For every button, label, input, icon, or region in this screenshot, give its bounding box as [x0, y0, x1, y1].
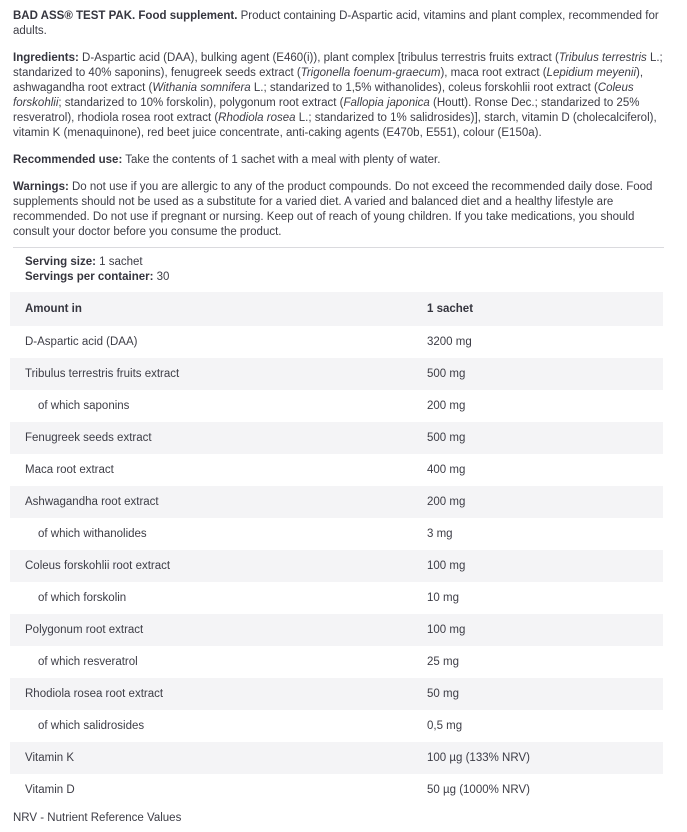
table-row — [10, 454, 663, 486]
warnings-paragraph: Warnings: Do not use if you are allergic to any of the product compounds. Do not exceed the recommended daily dose. Food supplements should not be used as a substitute for a varied diet. A varied and balanced diet and a healthy lifestyle are recommended. Do not use if pregnant or nursing. Keep out of reach of young children. If you take medications, you should consult your doctor before you consume the product. — [13, 181, 653, 238]
product-headline: BAD ASS® TEST PAK. Food supplement. Product containing D-Aspartic acid, vitamins and plant complex, recommended for adults. — [13, 10, 659, 37]
table-header-amount: Amount in — [25, 302, 82, 315]
row-label: of which withanolides — [38, 527, 147, 540]
supplement-facts-table — [10, 292, 663, 806]
table-row — [10, 774, 663, 806]
row-value: 200 mg — [427, 399, 466, 412]
row-label: of which salidrosides — [38, 719, 145, 732]
row-value: 3 mg — [427, 527, 453, 540]
table-row — [10, 614, 663, 646]
table-row — [10, 582, 663, 614]
row-label: of which saponins — [38, 399, 130, 412]
table-row — [10, 390, 663, 422]
table-row — [10, 358, 663, 390]
row-value: 0,5 mg — [427, 719, 463, 732]
row-value: 500 mg — [427, 367, 466, 380]
supplement-table-body — [10, 326, 663, 806]
row-label: of which forskolin — [38, 591, 127, 604]
table-row — [10, 678, 663, 710]
nrv-footnote: NRV - Nutrient Reference Values — [13, 812, 182, 824]
table-row — [10, 550, 663, 582]
row-label: Maca root extract — [25, 463, 114, 476]
table-row — [10, 646, 663, 678]
row-value: 3200 mg — [427, 335, 472, 348]
table-row — [10, 486, 663, 518]
table-row — [10, 422, 663, 454]
row-value: 50 µg (1000% NRV) — [427, 783, 530, 796]
row-label: Tribulus terrestris fruits extract — [25, 367, 180, 380]
row-value: 200 mg — [427, 495, 466, 508]
row-value: 25 mg — [427, 655, 459, 668]
table-header-sachet: 1 sachet — [427, 302, 474, 315]
section-divider — [13, 247, 664, 248]
table-row — [10, 518, 663, 550]
row-label: Polygonum root extract — [25, 623, 144, 636]
servings-per-container-line: Servings per container: 30 — [25, 271, 170, 283]
row-value: 50 mg — [427, 687, 459, 700]
row-label: Fenugreek seeds extract — [25, 431, 152, 444]
row-value: 400 mg — [427, 463, 466, 476]
row-value: 500 mg — [427, 431, 466, 444]
serving-size-line: Serving size: 1 sachet — [25, 256, 143, 268]
recommended-use-paragraph: Recommended use: Take the contents of 1 sachet with a meal with plenty of water. — [13, 154, 441, 166]
table-row — [10, 710, 663, 742]
row-label: Coleus forskohlii root extract — [25, 559, 171, 572]
row-label: D-Aspartic acid (DAA) — [25, 335, 138, 348]
table-row — [10, 326, 663, 358]
row-label: of which resveratrol — [38, 655, 138, 668]
row-value: 100 mg — [427, 559, 466, 572]
row-label: Ashwagandha root extract — [25, 495, 159, 508]
row-label: Vitamin K — [25, 751, 75, 764]
row-value: 10 mg — [427, 591, 459, 604]
ingredients-paragraph: Ingredients: D-Aspartic acid (DAA), bulking agent (E460(i)), plant complex [tribulus terrestris fruits extract (Tribulus terrestris L.; standarized to 40% saponins), fenugreek seeds extract (Trigonella foenum-graecum), maca root extract (Lepidium meyenii), ashwagandha root extract (Withania somnifera L.; standarized to 1,5% withanolides), coleus forskohlii root extract (Coleus forskohlii; standarized to 10% forskolin), polygonum root extract (Fallopia japonica (Houtt). Ronse Dec.; standarized to 25% resveratrol), rhodiola rosea root extract (Rhodiola rosea L.; standarized to 1% salidrosides)], starch, vitamin D (cholecalciferol), vitamin K (menaquinone), red beet juice concentrate, anti-caking agents (E470b, E551), colour (E150a). — [13, 52, 663, 139]
table-row — [10, 742, 663, 774]
serving-info — [13, 255, 673, 285]
row-value: 100 mg — [427, 623, 466, 636]
table-header-row — [10, 292, 663, 326]
row-label: Vitamin D — [25, 783, 75, 796]
row-value: 100 µg (133% NRV) — [427, 751, 530, 764]
row-label: Rhodiola rosea root extract — [25, 687, 164, 700]
